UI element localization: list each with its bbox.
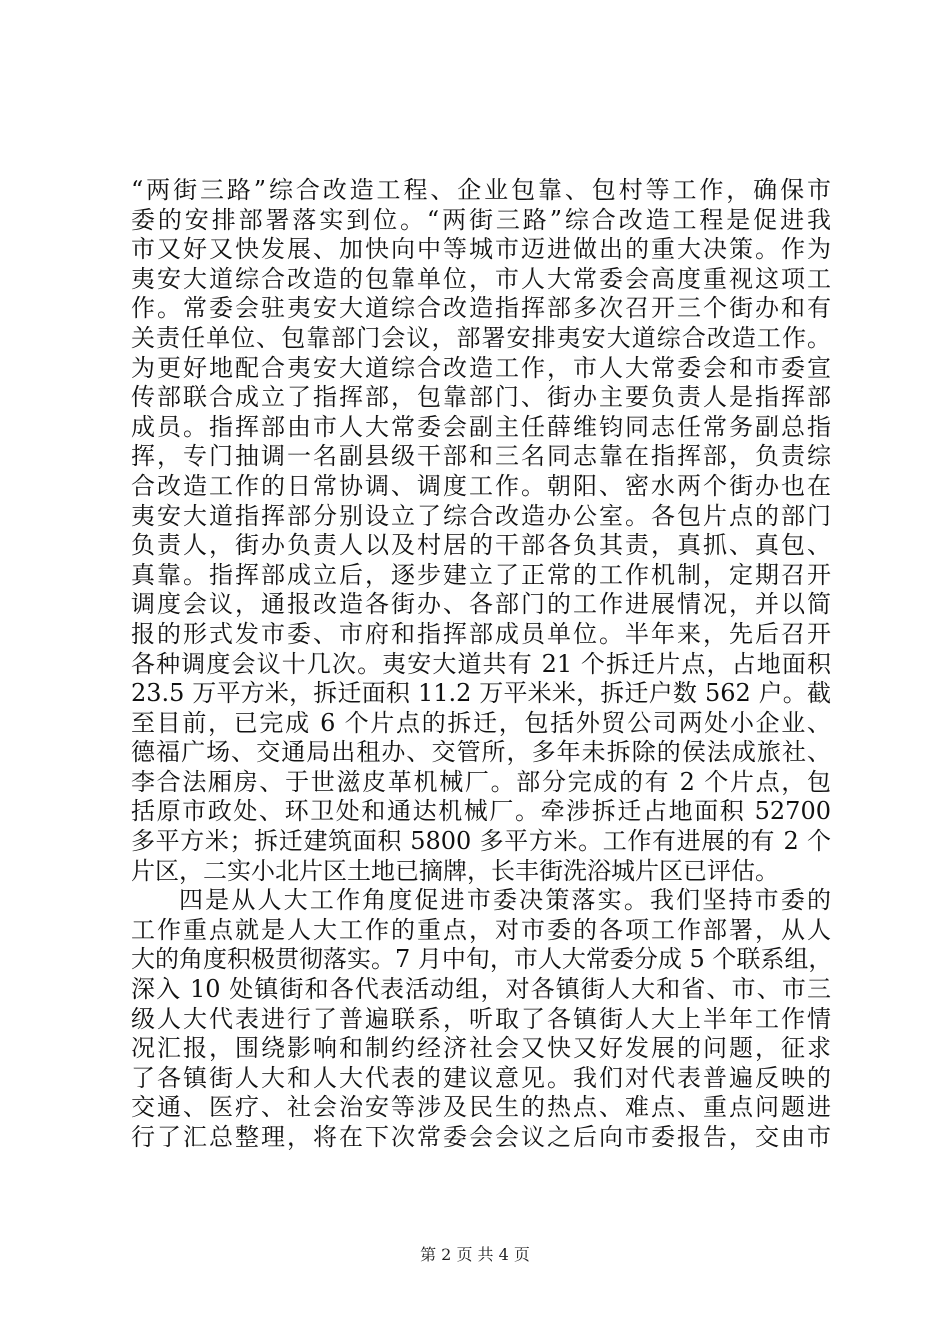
text-line: 市又好又快发展、加快向中等城市迈进做出的重大决策。作为 (131, 235, 831, 264)
text-line: 夷安大道综合改造的包靠单位，市人大常委会高度重视这项工 (131, 264, 831, 293)
text-line: 德福广场、交通局出租办、交管所，多年未拆除的侯法成旅社、 (131, 738, 831, 767)
text-line: 委的安排部署落实到位。“两街三路”综合改造工程是促进我 (131, 205, 831, 234)
document-body (131, 176, 831, 1153)
text-line: 关责任单位、包靠部门会议，部署安排夷安大道综合改造工作。 (131, 323, 831, 352)
text-line: 行了汇总整理，将在下次常委会会议之后向市委报告，交由市 (131, 1123, 831, 1151)
paragraph-2 (131, 886, 831, 1152)
text-line: 23.5 万平方米，拆迁面积 11.2 万平米米，拆迁户数 562 户。截 (131, 679, 831, 708)
text-line: 深入 10 处镇街和各代表活动组，对各镇街人大和省、市、市三 (131, 975, 831, 1004)
text-line: 为更好地配合夷安大道综合改造工作，市人大常委会和市委宣 (131, 353, 831, 382)
text-line: 负责人，街办负责人以及村居的干部各负其责，真抓、真包、 (131, 531, 831, 560)
text-line: 级人大代表进行了普遍联系，听取了各镇街人大上半年工作情 (131, 1004, 831, 1033)
text-line: 挥，专门抽调一名副县级干部和三名同志靠在指挥部，负责综 (131, 442, 831, 471)
text-line: “两街三路”综合改造工程、企业包靠、包村等工作，确保市 (131, 176, 831, 204)
text-line: 李合法厢房、于世滋皮革机械厂。部分完成的有 2 个片点，包 (131, 767, 831, 796)
text-line: 真靠。指挥部成立后，逐步建立了正常的工作机制，定期召开 (131, 560, 831, 589)
text-line: 片区，二实小北片区土地已摘牌，长丰街洗浴城片区已评估。 (131, 856, 779, 885)
text-line: 四是从人大工作角度促进市委决策落实。我们坚持市委的 (179, 886, 831, 915)
text-line: 调度会议，通报改造各街办、各部门的工作进展情况，并以简 (131, 590, 831, 619)
text-line: 交通、医疗、社会治安等涉及民生的热点、难点、重点问题进 (131, 1093, 831, 1122)
text-line: 夷安大道指挥部分别设立了综合改造办公室。各包片点的部门 (131, 501, 831, 530)
text-line: 各种调度会议十几次。夷安大道共有 21 个拆迁片点，占地面积 (131, 649, 831, 678)
text-line: 大的角度积极贯彻落实。7 月中旬，市人大常委分成 5 个联系组， (131, 945, 833, 974)
text-line: 传部联合成立了指挥部，包靠部门、街办主要负责人是指挥部 (131, 383, 831, 412)
text-line: 多平方米；拆迁建筑面积 5800 多平方米。工作有进展的有 2 个 (131, 827, 831, 856)
text-line: 括原市政处、环卫处和通达机械厂。牵涉拆迁占地面积 52700 (131, 797, 831, 826)
text-line: 合改造工作的日常协调、调度工作。朝阳、密水两个街办也在 (131, 471, 831, 500)
text-line: 成员。指挥部由市人大常委会副主任薛维钧同志任常务副总指 (131, 412, 831, 441)
text-line: 了各镇街人大和人大代表的建议意见。我们对代表普遍反映的 (131, 1063, 831, 1092)
text-line: 工作重点就是人大工作的重点，对市委的各项工作部署，从人 (131, 915, 831, 944)
text-line: 至目前，已完成 6 个片点的拆迁，包括外贸公司两处小企业、 (131, 708, 831, 737)
text-line: 况汇报，围绕影响和制约经济社会又快又好发展的问题，征求 (131, 1034, 831, 1063)
text-line: 作。常委会驻夷安大道综合改造指挥部多次召开三个街办和有 (131, 294, 831, 323)
page-number-footer: 第 2 页 共 4 页 (420, 1245, 530, 1264)
text-line: 报的形式发市委、市府和指挥部成员单位。半年来，先后召开 (131, 619, 831, 648)
paragraph-1 (131, 176, 831, 886)
